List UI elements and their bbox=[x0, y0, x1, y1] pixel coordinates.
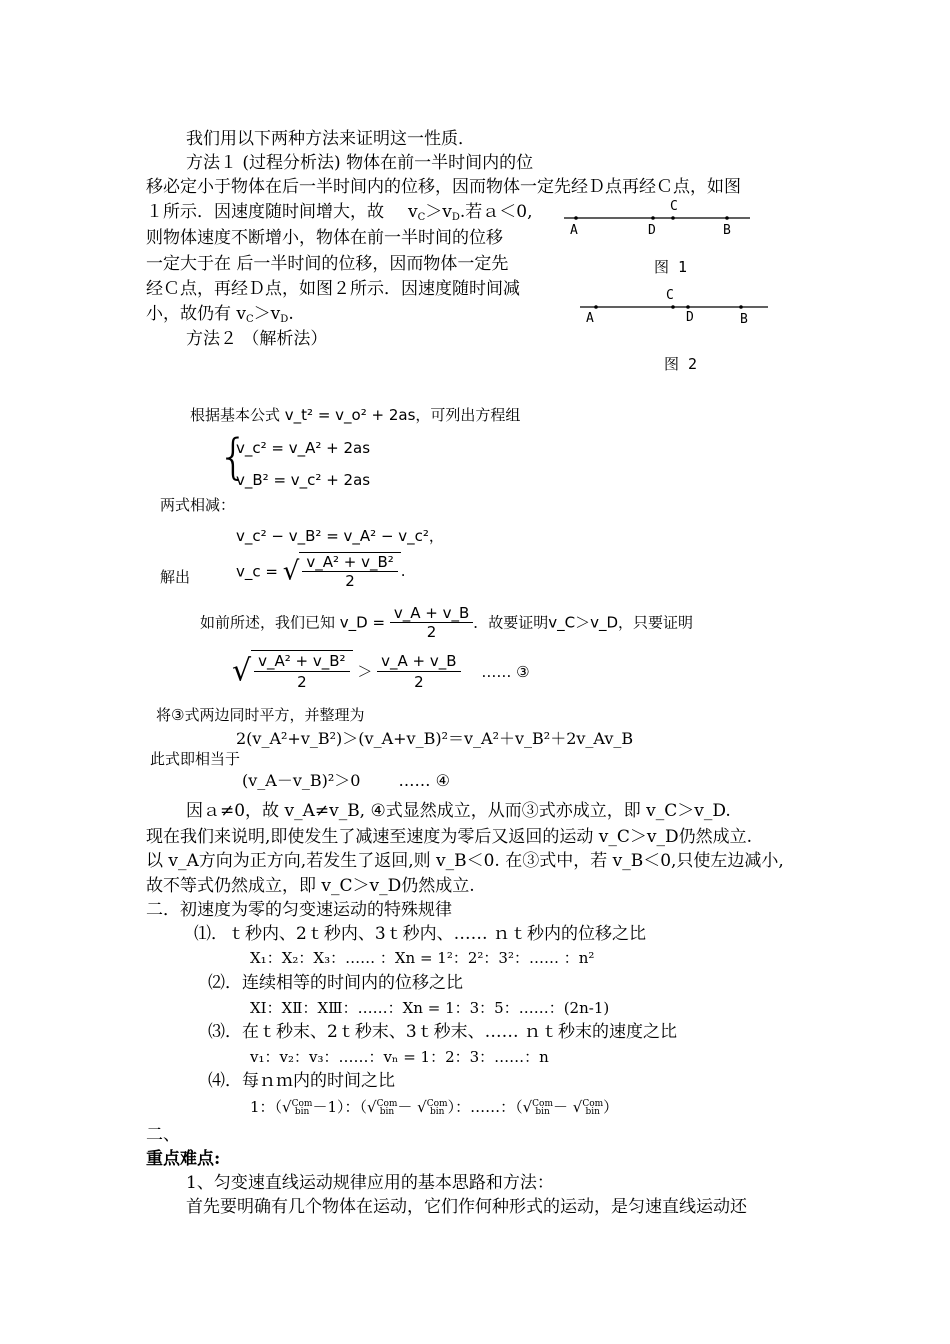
fig2-label-c: C bbox=[666, 288, 674, 303]
conclusion-line3: 以 v_A方向为正方向,若发生了返回,则 v_B＜0. 在③式中，若 v_B＜0,只使左边减小, bbox=[146, 851, 784, 871]
method1-line4: 则物体速度不断增小，物体在前一半时间的位移 bbox=[146, 228, 503, 248]
equation-2: v_B² = v_c² + 2as bbox=[236, 471, 371, 489]
tail-line1: 二、 bbox=[146, 1125, 180, 1145]
fig2-point-a bbox=[594, 305, 598, 309]
equation-brace: { bbox=[218, 429, 249, 485]
method1-line2: 移必定小于物体在后一半时间内的位移，因而物体一定先经Ｄ点再经Ｃ点，如图 bbox=[146, 177, 741, 197]
subtract-equation: v_c² − v_B² = v_A² − v_c²， bbox=[236, 527, 444, 545]
missing-equation-placeholder: Com bin bbox=[532, 1099, 553, 1117]
fig1-point-b bbox=[725, 216, 729, 220]
square-equation: 2(v_A²+v_B²)＞(v_A+v_B)²＝v_A²＋v_B²＋2v_Av_B bbox=[236, 729, 634, 748]
item1-title: ⑴．ｔ秒内、2ｔ秒内、3ｔ秒内、…… ｎｔ秒内的位移之比 bbox=[194, 924, 647, 944]
point1-heading: 1、匀变速直线运动规律应用的基本思路和方法： bbox=[186, 1173, 554, 1193]
fig2-point-d bbox=[686, 305, 690, 309]
fig1-caption: 图 1 bbox=[654, 258, 688, 276]
item4-equation: 1：（√Com bin －1）：（√Com bin － √Com bin ）：……：（√Com bin － √Com bin ） bbox=[250, 1098, 619, 1117]
fig1-label-c: C bbox=[670, 199, 678, 214]
subtract-label: 两式相减： bbox=[160, 496, 236, 514]
figure-2 bbox=[576, 284, 776, 381]
method2-title: 方法２ （解析法） bbox=[186, 329, 328, 349]
fig1-point-d bbox=[651, 216, 655, 220]
fig1-label-a: A bbox=[570, 223, 578, 238]
fig2-point-b bbox=[739, 305, 743, 309]
key-points-heading: 重点难点: bbox=[146, 1149, 221, 1169]
fig2-point-c bbox=[671, 305, 675, 309]
basic-formula-line: 根据基本公式 v_t² = v_o² + 2as，可列出方程组 bbox=[190, 406, 521, 424]
fig1-point-a bbox=[574, 216, 578, 220]
point1-text: 首先要明确有几个物体在运动，它们作何种形式的运动，是匀速直线运动还 bbox=[186, 1197, 747, 1217]
missing-equation-placeholder: Com bin bbox=[426, 1099, 448, 1117]
item1-equation: X₁：X₂：X₃：…… ：Xn = 1²：2²：3²：…… ：n² bbox=[250, 949, 595, 967]
missing-equation-placeholder: Com bin bbox=[291, 1099, 313, 1117]
method1-line3: １所示．因速度随时间增大，故 $v_C>v_D$.若ａ＜0, bbox=[146, 202, 533, 223]
equiv-equation: (v_A－v_B)²＞0 …… ④ bbox=[242, 771, 450, 790]
as-before-line: 如前所述，我们已知 v_D = $\frac{v\_A + v\_B}{2}$ ．故要证明v_C＞v_D，只要证明 bbox=[200, 604, 694, 641]
solve-equation: v_c = √ $\frac{\text{v\_A² + v\_B²}}{2}$ . bbox=[236, 553, 406, 590]
square-label: 将③式两边同时平方，并整理为 bbox=[156, 706, 365, 724]
missing-equation-placeholder: Com bin bbox=[376, 1099, 398, 1117]
item2-title: ⑵．连续相等的时间内的位移之比 bbox=[208, 973, 463, 993]
equation-1: v_c² = v_A² + 2as bbox=[236, 439, 371, 457]
inequality-3: √ $\frac{\text{v\_A² + v\_B²}}{2}$ ＞ $\frac{v\_A + v\_B}{2}$ …… ③ bbox=[232, 652, 530, 691]
item3-equation: v₁：v₂：v₃：……：vₙ = 1：2：3：……：n bbox=[250, 1048, 549, 1066]
missing-equation-placeholder: Com bin bbox=[582, 1099, 604, 1117]
conclusion-line4: 故不等式仍然成立，即 v_C＞v_D仍然成立. bbox=[146, 876, 475, 896]
fig2-label-a: A bbox=[586, 311, 594, 326]
method1-line5: 一定大于在 后一半时间的位移，因而物体一定先 bbox=[146, 254, 509, 274]
solve-label: 解出 bbox=[160, 568, 191, 586]
conclusion-line2: 现在我们来说明,即使发生了减速至速度为零后又返回的运动 v_C＞v_D仍然成立. bbox=[146, 827, 753, 847]
fig2-caption: 图 2 bbox=[664, 355, 698, 373]
item4-title: ⑷．每ｎｍ内的时间之比 bbox=[208, 1071, 395, 1091]
method1-line6: 经Ｃ点，再经Ｄ点，如图２所示．因速度随时间减 bbox=[146, 279, 520, 299]
method1-line7: 小，故仍有 $v_C>v_D$. bbox=[146, 304, 294, 325]
item3-title: ⑶．在ｔ秒末、2ｔ秒末、3ｔ秒末、…… ｎｔ秒末的速度之比 bbox=[208, 1022, 678, 1042]
fig2-label-d: D bbox=[686, 310, 694, 325]
item2-equation: XⅠ：XⅡ：XⅢ：……：Xn = 1：3：5：……：(2n-1) bbox=[250, 999, 610, 1017]
figure-1 bbox=[560, 196, 760, 291]
fig1-point-c bbox=[671, 216, 675, 220]
fig1-label-b: B bbox=[723, 223, 731, 238]
method1-line1: 方法１ (过程分析法) 物体在前一半时间内的位 bbox=[186, 153, 534, 173]
equiv-label: 此式即相当于 bbox=[150, 750, 241, 768]
section2-title: 二．初速度为零的匀变速运动的特殊规律 bbox=[146, 900, 452, 920]
fig2-label-b: B bbox=[740, 312, 748, 327]
intro-line: 我们用以下两种方法来证明这一性质． bbox=[186, 129, 475, 149]
conclusion-line1: 因ａ≠0，故 v_A≠v_B, ④式显然成立，从而③式亦成立，即 v_C＞v_D. bbox=[186, 801, 731, 821]
basic-formula: v_t² = v_o² + 2as bbox=[284, 406, 416, 424]
fig1-label-d: D bbox=[648, 223, 656, 238]
